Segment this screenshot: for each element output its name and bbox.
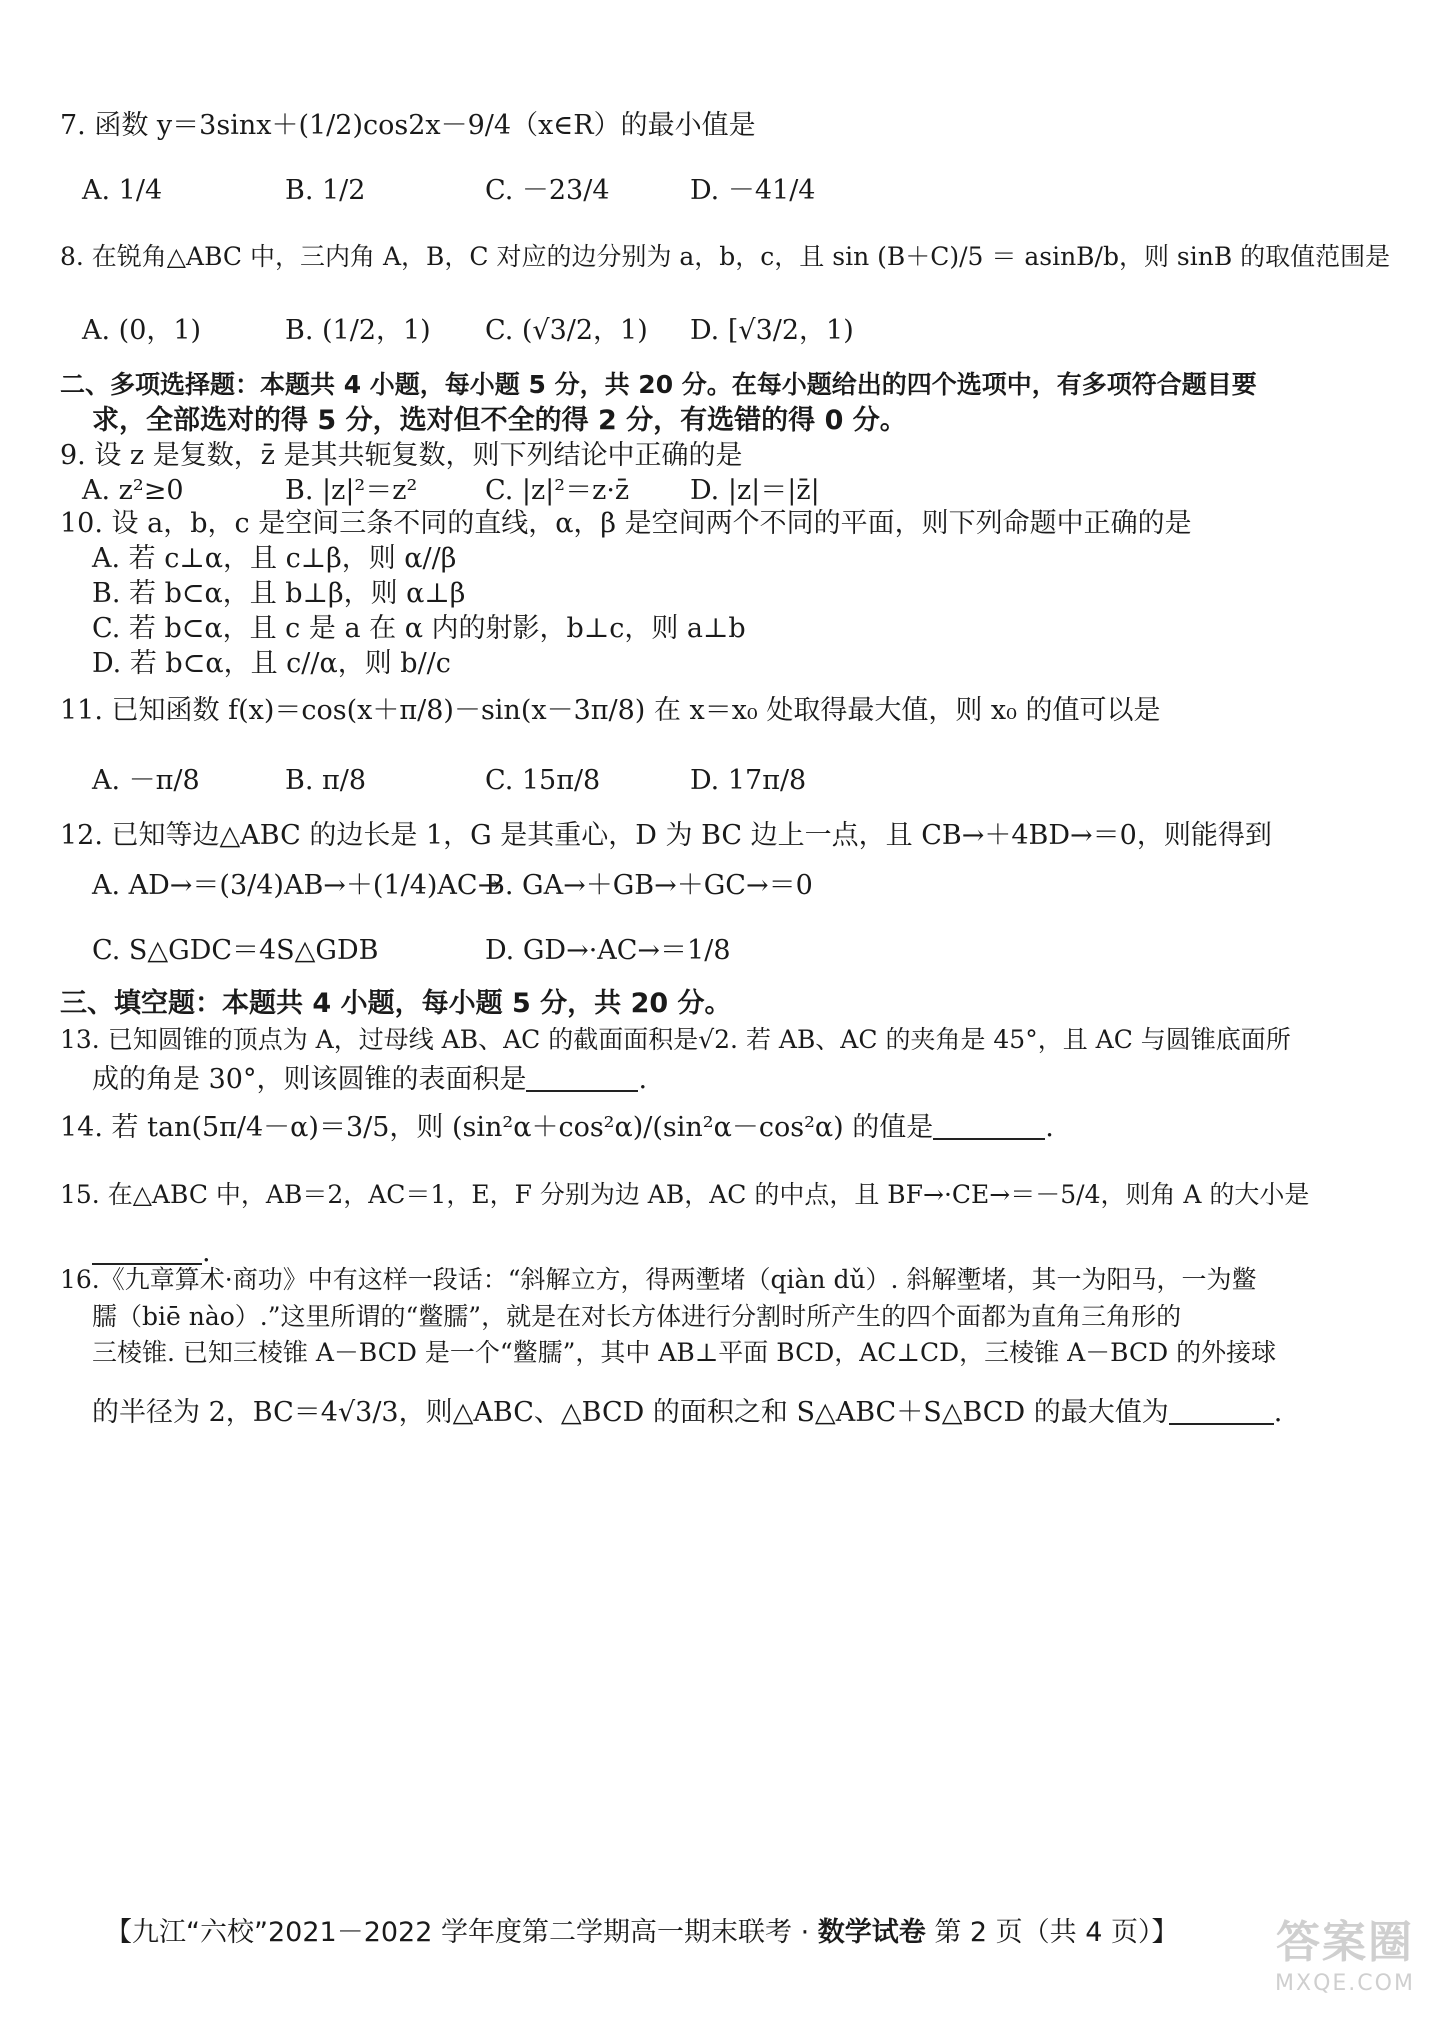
watermark-logo — [1265, 1915, 1425, 2015]
q12-option-c: C. S△GDC＝4S△GDB — [92, 935, 379, 966]
q12-option-b: B. GA→＋GB→＋GC→＝0 — [485, 870, 813, 901]
q8-option-c: C. (√3/2，1) — [485, 315, 648, 346]
question-15-line-1: 15. 在△ABC 中，AB＝2，AC＝1，E，F 分别为边 AB，AC 的中点，且 BF→·CE→＝－5/4，则角 A 的大小是 — [60, 1180, 1310, 1209]
question-10-stem: 10. 设 a，b，c 是空间三条不同的直线，α，β 是空间两个不同的平面，则下列命题中正确的是 — [60, 508, 1192, 539]
answer-blank-16[interactable] — [1169, 1395, 1274, 1425]
answer-blank-14[interactable] — [933, 1110, 1045, 1140]
question-14 — [60, 1110, 1054, 1144]
q10-option-c: C. 若 b⊂α，且 c 是 a 在 α 内的射影，b⊥c，则 a⊥b — [92, 613, 746, 644]
q11-option-a: A. －π/8 — [92, 765, 200, 796]
answer-blank-13[interactable] — [526, 1062, 638, 1092]
question-16-line-4-text: 的半径为 2，BC＝4√3/3，则△ABC、△BCD 的面积之和 S△ABC＋S△BCD 的最大值为 — [92, 1397, 1169, 1428]
q7-option-c: C. －23/4 — [485, 175, 610, 206]
question-11-stem: 11. 已知函数 f(x)＝cos(x＋π/8)－sin(x－3π/8) 在 x＝x₀ 处取得最大值，则 x₀ 的值可以是 — [60, 695, 1161, 726]
q10-option-a: A. 若 c⊥α，且 c⊥β，则 α//β — [92, 543, 457, 574]
q9-option-c: C. |z|²＝z·z̄ — [485, 475, 630, 506]
watermark-url: MXQE.COM — [1275, 1971, 1415, 1996]
question-7-stem: 7. 函数 y＝3sinx＋(1/2)cos2x－9/4（x∈R）的最小值是 — [60, 110, 756, 141]
section-3-header: 三、填空题：本题共 4 小题，每小题 5 分，共 20 分。 — [60, 988, 732, 1019]
question-14-period: . — [1045, 1112, 1054, 1143]
q11-option-c: C. 15π/8 — [485, 765, 601, 796]
page-footer — [105, 1910, 1179, 1949]
question-13-period: . — [638, 1064, 648, 1095]
footer-subject: 数学试卷 — [817, 1917, 926, 1948]
q9-option-a: A. z²≥0 — [82, 475, 184, 506]
question-15-period: . — [202, 1237, 211, 1268]
watermark-text: 答案圈 — [1276, 1917, 1414, 1968]
question-16-period: . — [1273, 1397, 1283, 1428]
footer-exam-title: 【九江“六校”2021－2022 学年度第二学期高一期末联考 · — [105, 1917, 818, 1948]
question-8-stem: 8. 在锐角△ABC 中，三内角 A，B，C 对应的边分别为 a，b，c，且 sin (B＋C)/5 ＝ asinB/b，则 sinB 的取值范围是 — [60, 242, 1391, 271]
footer-page-number: 第 2 页（共 4 页）】 — [925, 1917, 1179, 1948]
section-2-header-line-2: 求，全部选对的得 5 分，选对但不全的得 2 分，有选错的得 0 分。 — [92, 405, 907, 436]
q11-option-d: D. 17π/8 — [690, 765, 807, 796]
q10-option-b: B. 若 b⊂α，且 b⊥β，则 α⊥β — [92, 578, 466, 609]
question-13-line-2 — [92, 1062, 647, 1096]
q9-option-b: B. |z|²＝z² — [285, 475, 418, 506]
q11-option-b: B. π/8 — [285, 765, 367, 796]
question-13-line-1: 13. 已知圆锥的顶点为 A，过母线 AB、AC 的截面面积是√2. 若 AB、AC 的夹角是 45°，且 AC 与圆锥底面所 — [60, 1025, 1291, 1054]
section-2-header-line-1: 二、多项选择题：本题共 4 小题，每小题 5 分，共 20 分。在每小题给出的四个选项中，有多项符合题目要 — [60, 370, 1257, 399]
q8-option-d: D. [√3/2，1) — [690, 315, 854, 346]
question-9-stem: 9. 设 z 是复数，z̄ 是其共轭复数，则下列结论中正确的是 — [60, 440, 743, 471]
question-16-line-1: 16.《九章算术·商功》中有这样一段话：“斜解立方，得两壍堵（qiàn dǔ）. 斜解壍堵，其一为阳马，一为鳖 — [60, 1265, 1257, 1294]
q7-option-a: A. 1/4 — [82, 175, 163, 206]
q12-option-d: D. GD→·AC→＝1/8 — [485, 935, 731, 966]
question-16-line-2: 臑（biē nào）.”这里所谓的“鳖臑”，就是在对长方体进行分割时所产生的四个面都为直角三角形的 — [92, 1302, 1182, 1331]
q10-option-d: D. 若 b⊂α，且 c//α，则 b//c — [92, 648, 451, 679]
question-16-line-4 — [92, 1395, 1282, 1429]
question-13-line-2-text: 成的角是 30°，则该圆锥的表面积是 — [92, 1064, 527, 1095]
q7-option-d: D. －41/4 — [690, 175, 816, 206]
q9-option-d: D. |z|＝|z̄| — [690, 475, 820, 506]
q8-option-b: B. (1/2，1) — [285, 315, 431, 346]
question-12-stem: 12. 已知等边△ABC 的边长是 1，G 是其重心，D 为 BC 边上一点，且 CB→＋4BD→＝0，则能得到 — [60, 820, 1272, 851]
q12-option-a: A. AD→＝(3/4)AB→＋(1/4)AC→ — [92, 870, 501, 901]
q7-option-b: B. 1/2 — [285, 175, 366, 206]
q8-option-a: A. (0，1) — [82, 315, 202, 346]
question-14-text: 14. 若 tan(5π/4－α)＝3/5，则 (sin²α＋cos²α)/(sin²α－cos²α) 的值是 — [60, 1112, 934, 1143]
answer-blank-15[interactable] — [92, 1235, 202, 1265]
question-16-line-3: 三棱锥. 已知三棱锥 A－BCD 是一个“鳖臑”，其中 AB⊥平面 BCD，AC⊥CD，三棱锥 A－BCD 的外接球 — [92, 1338, 1277, 1367]
